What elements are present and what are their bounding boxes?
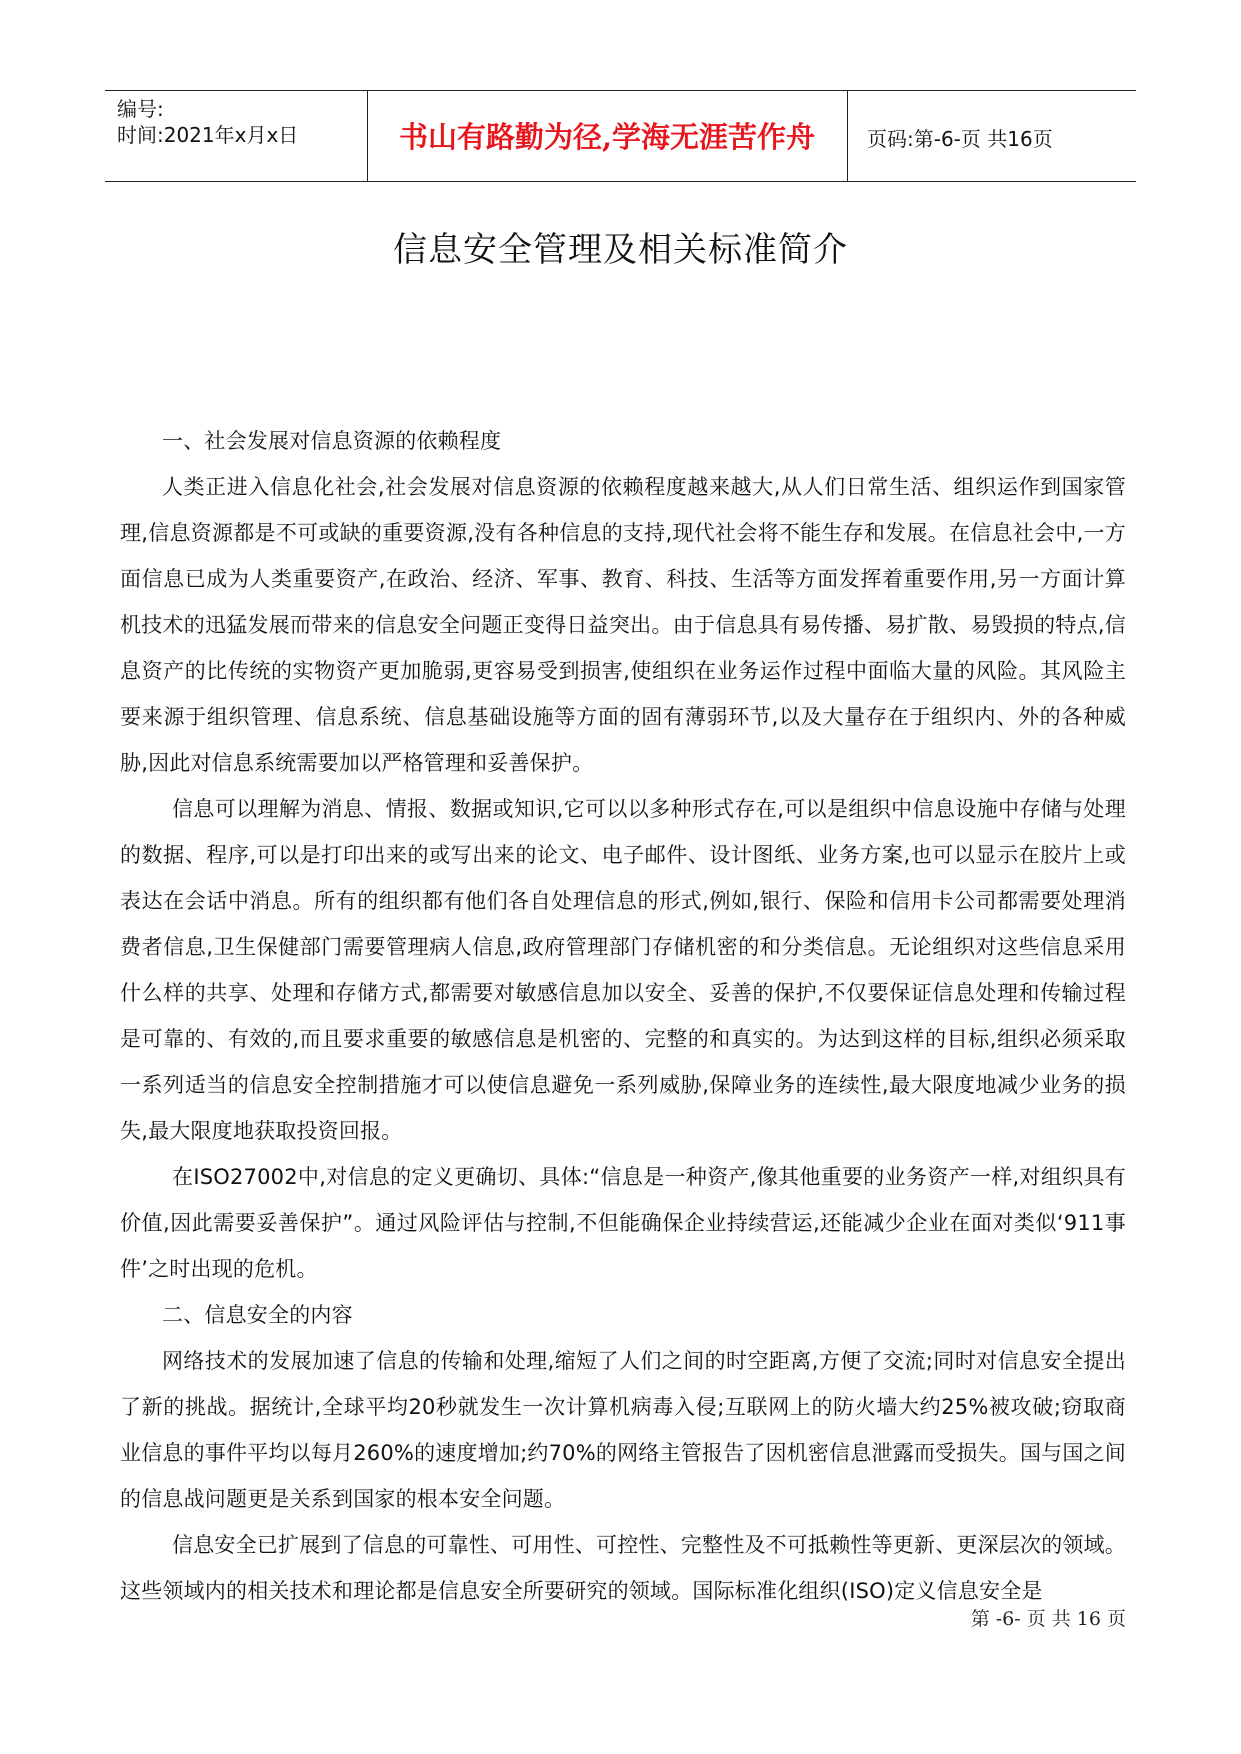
body-paragraph: 信息安全已扩展到了信息的可靠性、可用性、可控性、完整性及不可抵赖性等更新、更深层次的领域。这些领域内的相关技术和理论都是信息安全所要研究的领域。国际标准化组织(ISO)定义信息安全是 — [120, 1533, 1126, 1603]
motto-text: 书山有路勤为径,学海无涯苦作舟 — [398, 120, 816, 154]
page-header — [105, 90, 1136, 182]
body-paragraph: 在ISO27002中,对信息的定义更确切、具体:“信息是一种资产,像其他重要的业务资产一样,对组织具有价值,因此需要妥善保护”。通过风险评估与控制,不但能确保企业持续营运,还能减少企业在面对类似‘911事件’之时出现的危机。 — [120, 1165, 1126, 1281]
header-page-number: 页码:第-6-页 共16页 — [867, 127, 1053, 151]
header-meta-cell — [105, 91, 368, 181]
header-motto-cell — [367, 91, 848, 181]
document-body — [120, 418, 1126, 1614]
header-page-cell — [847, 91, 1136, 181]
body-paragraph: 人类正进入信息化社会,社会发展对信息资源的依赖程度越来越大,从人们日常生活、组织运作到国家管理,信息资源都是不可或缺的重要资源,没有各种信息的支持,现代社会将不能生存和发展。在信息社会中,一方面信息已成为人类重要资产,在政治、经济、军事、教育、科技、生活等方面发挥着重要作用,另一方面计算机技术的迅猛发展而带来的信息安全问题正变得日益突出。由于信息具有易传播、易扩散、易毁损的特点,信息资产的比传统的实物资产更加脆弱,更容易受到损害,使组织在业务运作过程中面临大量的风险。其风险主要来源于组织管理、信息系统、信息基础设施等方面的固有薄弱环节,以及大量存在于组织内、外的各种威胁,因此对信息系统需要加以严格管理和妥善保护。 — [120, 475, 1126, 775]
section-heading: 一、社会发展对信息资源的依赖程度 — [162, 429, 502, 453]
body-paragraph: 信息可以理解为消息、情报、数据或知识,它可以以多种形式存在,可以是组织中信息设施中存储与处理的数据、程序,可以是打印出来的或写出来的论文、电子邮件、设计图纸、业务方案,也可以显示在胶片上或表达在会话中消息。所有的组织都有他们各自处理信息的形式,例如,银行、保险和信用卡公司都需要处理消费者信息,卫生保健部门需要管理病人信息,政府管理部门存储机密的和分类信息。无论组织对这些信息采用什么样的共享、处理和存储方式,都需要对敏感信息加以安全、妥善的保护,不仅要保证信息处理和传输过程是可靠的、有效的,而且要求重要的敏感信息是机密的、完整的和真实的。为达到这样的目标,组织必须采取一系列适当的信息安全控制措施才可以使信息避免一系列威胁,保障业务的连续性,最大限度地减少业务的损失,最大限度地获取投资回报。 — [120, 797, 1126, 1143]
document-time-label: 时间:2021年x月x日 — [117, 123, 299, 147]
body-paragraph: 网络技术的发展加速了信息的传输和处理,缩短了人们之间的时空距离,方便了交流;同时对信息安全提出了新的挑战。据统计,全球平均20秒就发生一次计算机病毒入侵;互联网上的防火墙大约25%被攻破;窃取商业信息的事件平均以每月260%的速度增加;约70%的网络主管报告了因机密信息泄露而受损失。国与国之间的信息战问题更是关系到国家的根本安全问题。 — [120, 1349, 1126, 1511]
section-heading: 二、信息安全的内容 — [162, 1303, 353, 1327]
page-footer: 第 -6- 页 共 16 页 — [970, 1608, 1126, 1630]
document-title: 信息安全管理及相关标准简介 — [393, 230, 848, 270]
document-number-label: 编号: — [117, 97, 164, 121]
